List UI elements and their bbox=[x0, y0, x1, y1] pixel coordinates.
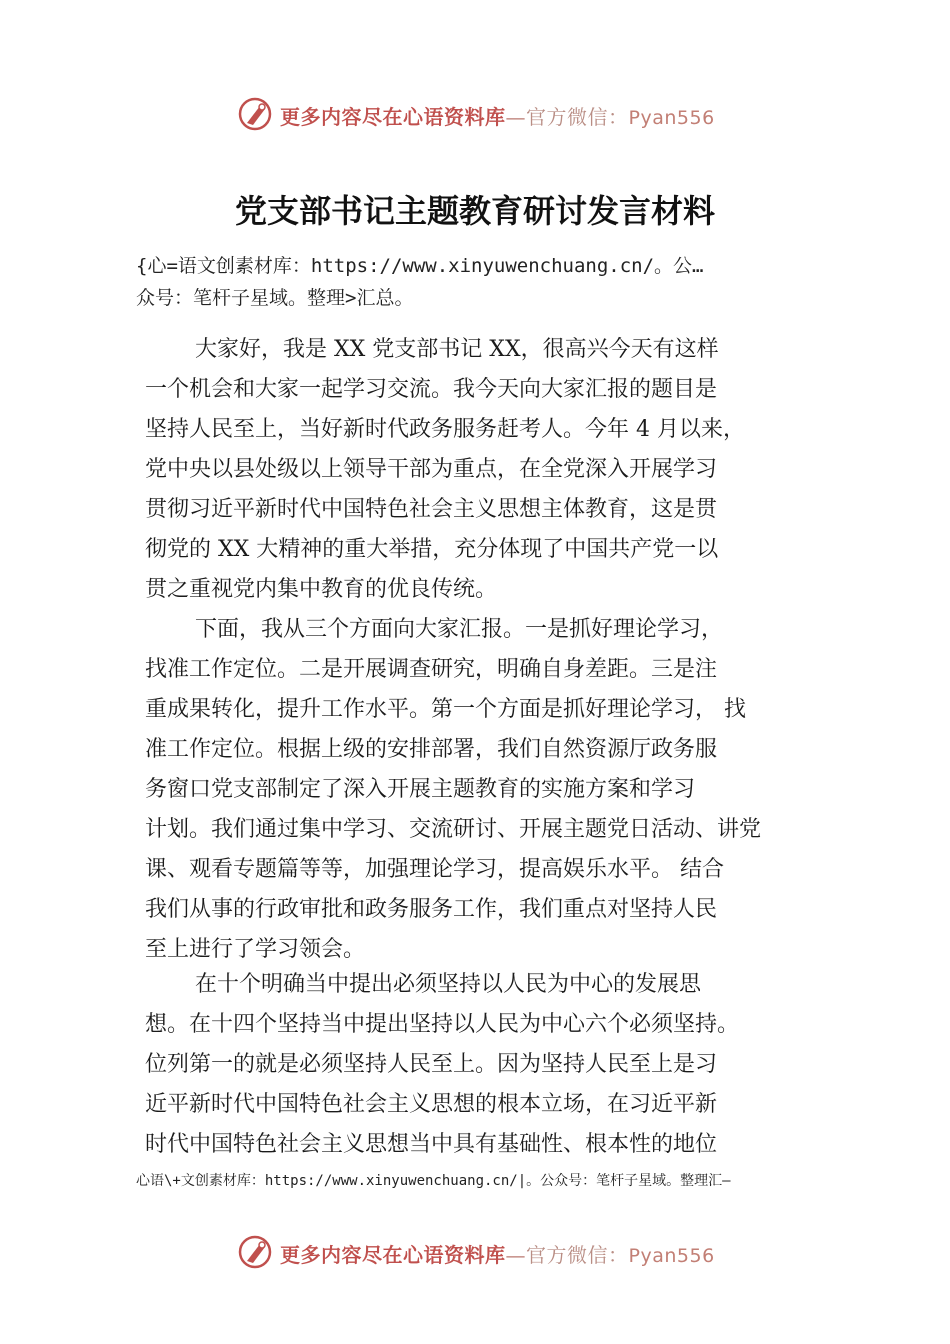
banner-text bbox=[280, 1239, 715, 1268]
paragraph-2 bbox=[145, 610, 835, 970]
banner-wechat-label: 官方微信： bbox=[526, 1243, 629, 1267]
pen-logo-icon bbox=[238, 96, 274, 132]
header-banner bbox=[0, 92, 950, 136]
banner-dash: — bbox=[505, 1243, 526, 1267]
paragraph-line: 至上进行了学习领会。 bbox=[145, 937, 366, 962]
paragraph-line: 准工作定位。根据上级的安排部署，我们自然资源厅政务服 bbox=[145, 737, 718, 762]
paragraph-line: 大家好，我是 XX 党支部书记 XX，很高兴今天有这样 bbox=[195, 337, 719, 362]
banner-wechat-id: Pyan556 bbox=[628, 1245, 715, 1267]
footer-banner bbox=[0, 1230, 950, 1274]
paragraph-1 bbox=[145, 330, 835, 610]
banner-wechat-label: 官方微信： bbox=[526, 105, 629, 129]
paragraph-line: 重成果转化，提升工作水平。第一个方面是抓好理论学习， 找 bbox=[145, 697, 746, 722]
banner-dash: — bbox=[505, 105, 526, 129]
paragraph-line: 想。在十四个坚持当中提出坚持以人民为中心六个必须坚持。 bbox=[145, 1012, 740, 1037]
paragraph-line: 贯之重视党内集中教育的优良传统。 bbox=[145, 577, 498, 602]
paragraph-line: 下面，我从三个方面向大家汇报。一是抓好理论学习， bbox=[195, 617, 724, 642]
source-note-line: 众号：笔杆子星域。整理>汇总。 bbox=[136, 287, 414, 309]
paragraph-line: 计划。我们通过集中学习、交流研讨、开展主题党日活动、讲党 bbox=[145, 817, 762, 842]
paragraph-line: 一个机会和大家一起学习交流。我今天向大家汇报的题目是 bbox=[145, 377, 718, 402]
paragraph-line: 贯彻习近平新时代中国特色社会主义思想主体教育，这是贯 bbox=[145, 497, 718, 522]
footer-source-note: 心语\+文创素材库：https://www.xinyuwenchuang.cn/|。公众号：笔杆子星域。整理汇— bbox=[136, 1173, 731, 1189]
document-title: 党支部书记主题教育研讨发言材料 bbox=[234, 192, 715, 230]
paragraph-line: 党中央以县处级以上领导干部为重点，在全党深入开展学习 bbox=[145, 457, 718, 482]
paragraph-line: 时代中国特色社会主义思想当中具有基础性、根本性的地位 bbox=[145, 1132, 718, 1157]
paragraph-line: 位列第一的就是必须坚持人民至上。因为坚持人民至上是习 bbox=[145, 1052, 718, 1077]
paragraph-line: 找准工作定位。二是开展调查研究，明确自身差距。三是注 bbox=[145, 657, 718, 682]
banner-slogan: 更多内容尽在心语资料库 bbox=[280, 105, 506, 129]
pen-logo-icon bbox=[238, 1234, 274, 1270]
paragraph-3 bbox=[145, 965, 835, 1165]
paragraph-line: 在十个明确当中提出必须坚持以人民为中心的发展思 bbox=[195, 972, 702, 997]
paragraph-line: 近平新时代中国特色社会主义思想的根本立场，在习近平新 bbox=[145, 1092, 718, 1117]
source-note-line: {心=语文创素材库：https://www.xinyuwenchuang.cn/。公… bbox=[136, 255, 704, 277]
banner-wechat-id: Pyan556 bbox=[628, 107, 715, 129]
paragraph-line: 坚持人民至上，当好新时代政务服务赶考人。今年 4 月以来， bbox=[145, 417, 745, 442]
banner-text bbox=[280, 101, 715, 130]
source-note bbox=[136, 250, 826, 314]
banner-slogan: 更多内容尽在心语资料库 bbox=[280, 1243, 506, 1267]
paragraph-line: 我们从事的行政审批和政务服务工作，我们重点对坚持人民 bbox=[145, 897, 718, 922]
paragraph-line: 务窗口党支部制定了深入开展主题教育的实施方案和学习 bbox=[145, 777, 696, 802]
paragraph-line: 课、观看专题篇等等，加强理论学习，提高娱乐水平。 结合 bbox=[145, 857, 724, 882]
paragraph-line: 彻党的 XX 大精神的重大举措，充分体现了中国共产党一以 bbox=[145, 537, 719, 562]
